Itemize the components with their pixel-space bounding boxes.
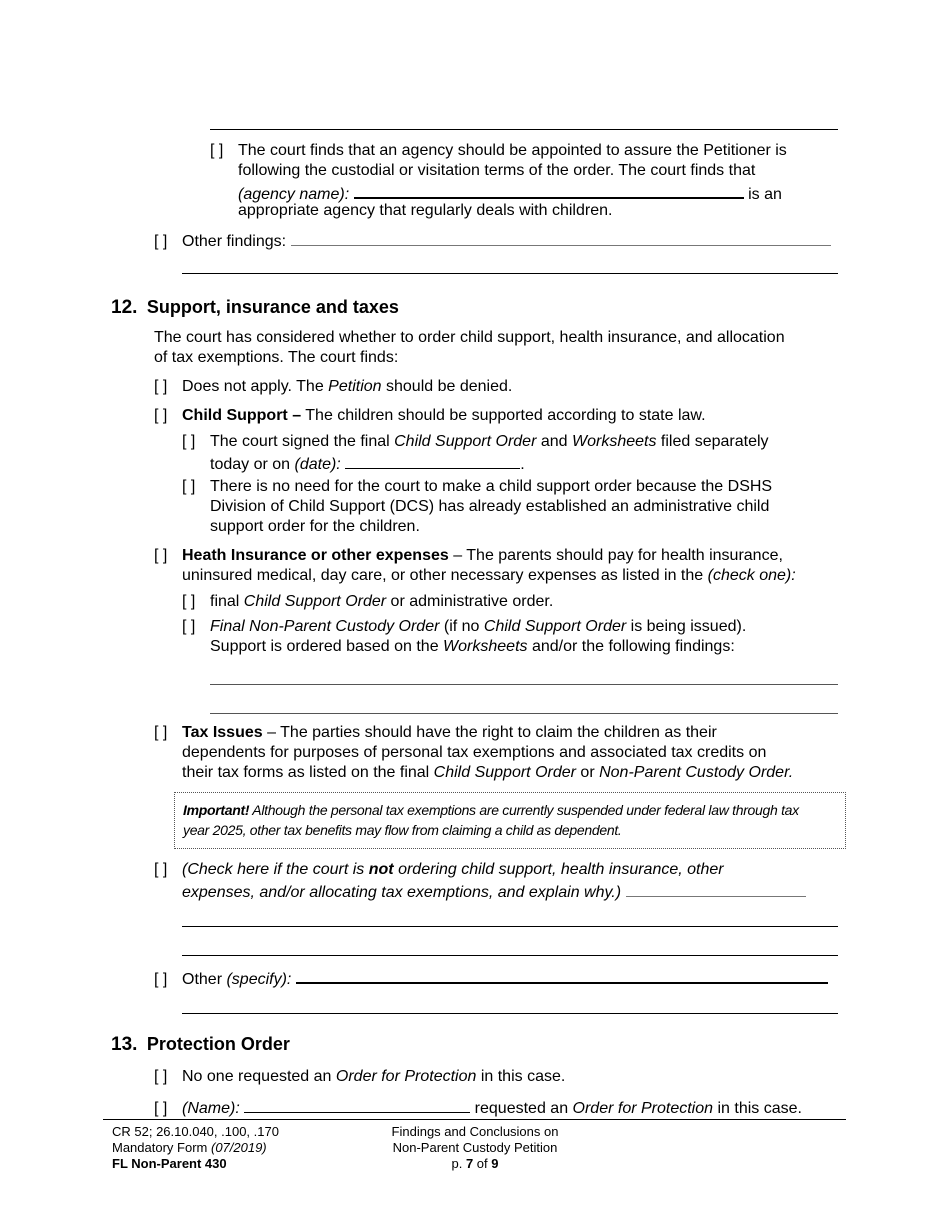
important-note-line2: year 2025, other tax benefits may flow from claiming a child as dependent. xyxy=(183,822,622,838)
not-ordering-field-line3[interactable] xyxy=(182,955,838,956)
not-ordering-field[interactable] xyxy=(626,880,806,897)
section-13-heading xyxy=(111,1033,290,1057)
section-12-intro-line1: The court has considered whether to order child support, health insurance, and allocation xyxy=(154,329,785,346)
tax-row-line3: their tax forms as listed on the final Child Support Order or Non-Parent Custody Order. xyxy=(182,764,794,781)
other-specify-line2[interactable] xyxy=(182,1013,838,1014)
no-one-requested-checkbox[interactable]: [ ] xyxy=(154,1068,168,1085)
health-row-line2: uninsured medical, day care, or other necessary expenses as listed in the (check one): xyxy=(182,567,796,584)
footer-statute: CR 52; 26.10.040, .100, .170 xyxy=(112,1124,279,1139)
date-field[interactable] xyxy=(345,452,520,469)
does-not-apply-row: [ ] Does not apply. The Petition should be denied. xyxy=(154,378,513,395)
tax-row-line1: [ ] Tax Issues – The parties should have the right to claim the children as their xyxy=(154,724,717,741)
agency-name-field[interactable] xyxy=(354,181,744,199)
not-ordering-line2: expenses, and/or allocating tax exemptions, and explain why.) xyxy=(182,880,806,903)
no-one-requested-row: [ ] No one requested an Order for Protection in this case. xyxy=(154,1068,566,1085)
findings-field-line1[interactable] xyxy=(210,684,838,685)
health-opt1-checkbox[interactable]: [ ] xyxy=(182,593,196,610)
footer-mandatory: Mandatory Form (07/2019) xyxy=(112,1140,267,1155)
agency-finding-checkbox[interactable]: [ ] xyxy=(210,142,224,159)
health-checkbox[interactable]: [ ] xyxy=(154,547,168,564)
not-ordering-line1: [ ] (Check here if the court is not ordering child support, health insurance, other xyxy=(154,861,724,878)
not-ordering-checkbox[interactable]: [ ] xyxy=(154,861,168,878)
top-line xyxy=(210,129,838,130)
footer-title-line1: Findings and Conclusions on xyxy=(391,1124,559,1139)
section-13-title: Protection Order xyxy=(146,1034,290,1054)
health-opt2-line2: Support is ordered based on the Worksheets and/or the following findings: xyxy=(210,638,735,655)
other-specify-checkbox[interactable]: [ ] xyxy=(154,971,168,988)
footer-page-number: p. 7 of 9 xyxy=(451,1156,499,1171)
no-need-line3: support order for the children. xyxy=(210,518,420,535)
child-support-checkbox[interactable]: [ ] xyxy=(154,407,168,424)
tax-checkbox[interactable]: [ ] xyxy=(154,724,168,741)
footer-form-id: FL Non-Parent 430 xyxy=(112,1156,227,1171)
section-12-number: 12. xyxy=(111,297,138,318)
section-12-intro-line2: of tax exemptions. The court finds: xyxy=(154,349,399,366)
important-label: Important! xyxy=(183,802,250,818)
agency-finding-line2: following the custodial or visitation terms of the order. The court finds that xyxy=(238,162,756,179)
child-support-signed-checkbox[interactable]: [ ] xyxy=(182,433,196,450)
child-support-row: [ ] Child Support – The children should be supported according to state law. xyxy=(154,407,706,424)
no-need-checkbox[interactable]: [ ] xyxy=(182,478,196,495)
agency-finding-line1: [ ] The court finds that an agency should be appointed to assure the Petitioner is xyxy=(210,142,787,159)
footer-left xyxy=(112,1124,279,1172)
no-need-line2: Division of Child Support (DCS) has already established an administrative child xyxy=(210,498,770,515)
other-findings-field[interactable] xyxy=(291,229,831,246)
footer-center xyxy=(370,1124,580,1172)
footer-rule xyxy=(103,1119,846,1120)
health-row-line1: [ ] Heath Insurance or other expenses – The parents should pay for health insurance, xyxy=(154,547,783,564)
other-findings-checkbox[interactable]: [ ] xyxy=(154,233,168,250)
section-12-title: Support, insurance and taxes xyxy=(146,297,399,317)
other-findings-line2[interactable] xyxy=(182,273,838,274)
child-support-signed-line2: today or on (date): . xyxy=(210,452,525,475)
no-need-line1: [ ] There is no need for the court to make a child support order because the DSHS xyxy=(182,478,773,495)
child-support-signed-line1: [ ] The court signed the final Child Support Order and Worksheets filed separately xyxy=(182,433,769,450)
agency-finding-line3: (agency name): is an xyxy=(238,181,782,205)
health-opt1-row: [ ] final Child Support Order or administrative order. xyxy=(182,593,554,610)
name-requested-row: [ ] (Name): requested an Order for Protection in this case. xyxy=(154,1096,802,1119)
health-opt2-line1: [ ] Final Non-Parent Custody Order (if no Child Support Order is being issued). xyxy=(182,618,747,635)
name-field[interactable] xyxy=(244,1096,470,1113)
findings-field-line2[interactable] xyxy=(210,713,838,714)
not-ordering-field-line2[interactable] xyxy=(182,926,838,927)
other-specify-field[interactable] xyxy=(296,966,828,984)
name-requested-checkbox[interactable]: [ ] xyxy=(154,1100,168,1117)
does-not-apply-checkbox[interactable]: [ ] xyxy=(154,378,168,395)
health-opt2-checkbox[interactable]: [ ] xyxy=(182,618,196,635)
section-12-heading xyxy=(111,296,399,320)
footer-title-line2: Non-Parent Custody Petition xyxy=(392,1140,558,1155)
other-findings-row: [ ] Other findings: xyxy=(154,229,831,252)
agency-finding-line4: appropriate agency that regularly deals with children. xyxy=(238,202,613,219)
tax-row-line2: dependents for purposes of personal tax exemptions and associated tax credits on xyxy=(182,744,767,761)
important-note-box xyxy=(174,792,846,849)
important-note-line1: Important! Although the personal tax exemptions are currently suspended under federal law through tax xyxy=(183,802,799,818)
section-13-number: 13. xyxy=(111,1034,138,1055)
other-specify-row: [ ] Other (specify): xyxy=(154,966,828,990)
